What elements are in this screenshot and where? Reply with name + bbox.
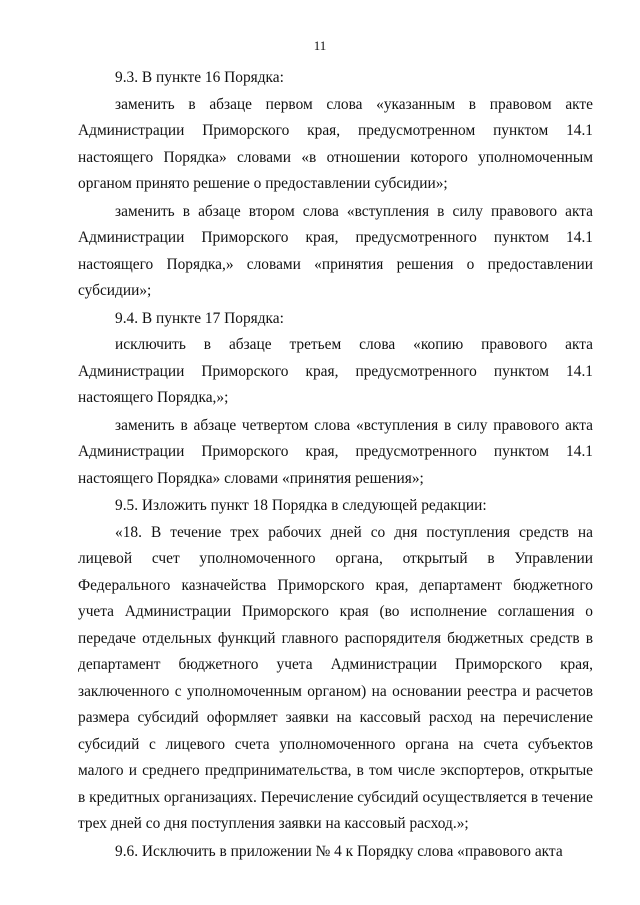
paragraph-quoted-point-18: «18. В течение трех рабочих дней со дня поступления средств на лицевой счет уполномоченного органа, открытый в Управлении Федерального казначейства Приморского края, департамент бюджетного учета Администрации Приморского края (во исполнение соглашения о передаче отдельных функций главного распорядителя бюджетных средств в департамент бюджетного учета Администрации Приморского края, заключенного с уполномоченным органом) на основании реестра и расчетов размера субсидий оформляет заявки на кассовый расход на перечисление субсидий с лицевого счета уполномоченного органа на счета субъектов малого и среднего предпринимательства, в том числе экспортеров, открытые в кредитных организациях. Перечисление субсидий осуществляется в течение трех дней со дня поступления заявки на кассовый расход.»; <box>78 523 593 832</box>
paragraph: заменить в абзаце первом слова «указанным в правовом акте Администрации Приморского края, предусмотренном пунктом 14.1 настоящего Порядка» словами «в отношении которого уполномоченным органом принято решение о предоставлении субсидии»; <box>78 95 593 192</box>
paragraph-9-5-heading: 9.5. Изложить пункт 18 Порядка в следующей редакции: <box>115 497 487 514</box>
page-number: 11 <box>313 38 327 53</box>
paragraph: заменить в абзаце втором слова «вступления в силу правового акта Администрации Приморского края, предусмотренного пунктом 14.1 настоящего Порядка,» словами «принятия решения о предоставлении субсидии»; <box>78 202 593 299</box>
document-body <box>78 65 593 865</box>
paragraph-9-4-heading: 9.4. В пункте 17 Порядка: <box>115 309 284 327</box>
paragraph-9-3-heading: 9.3. В пункте 16 Порядка: <box>115 69 284 86</box>
paragraph: заменить в абзаце четвертом слова «вступления в силу правового акта Администрации Приморского края, предусмотренного пунктом 14.1 настоящего Порядка» словами «принятия решения»; <box>78 416 593 487</box>
paragraph: исключить в абзаце третьем слова «копию правового акта Администрации Приморского края, предусмотренного пунктом 14.1 настоящего Порядка,»; <box>78 336 593 406</box>
paragraph-9-6-heading: 9.6. Исключить в приложении № 4 к Порядку слова «правового акта <box>115 842 563 860</box>
